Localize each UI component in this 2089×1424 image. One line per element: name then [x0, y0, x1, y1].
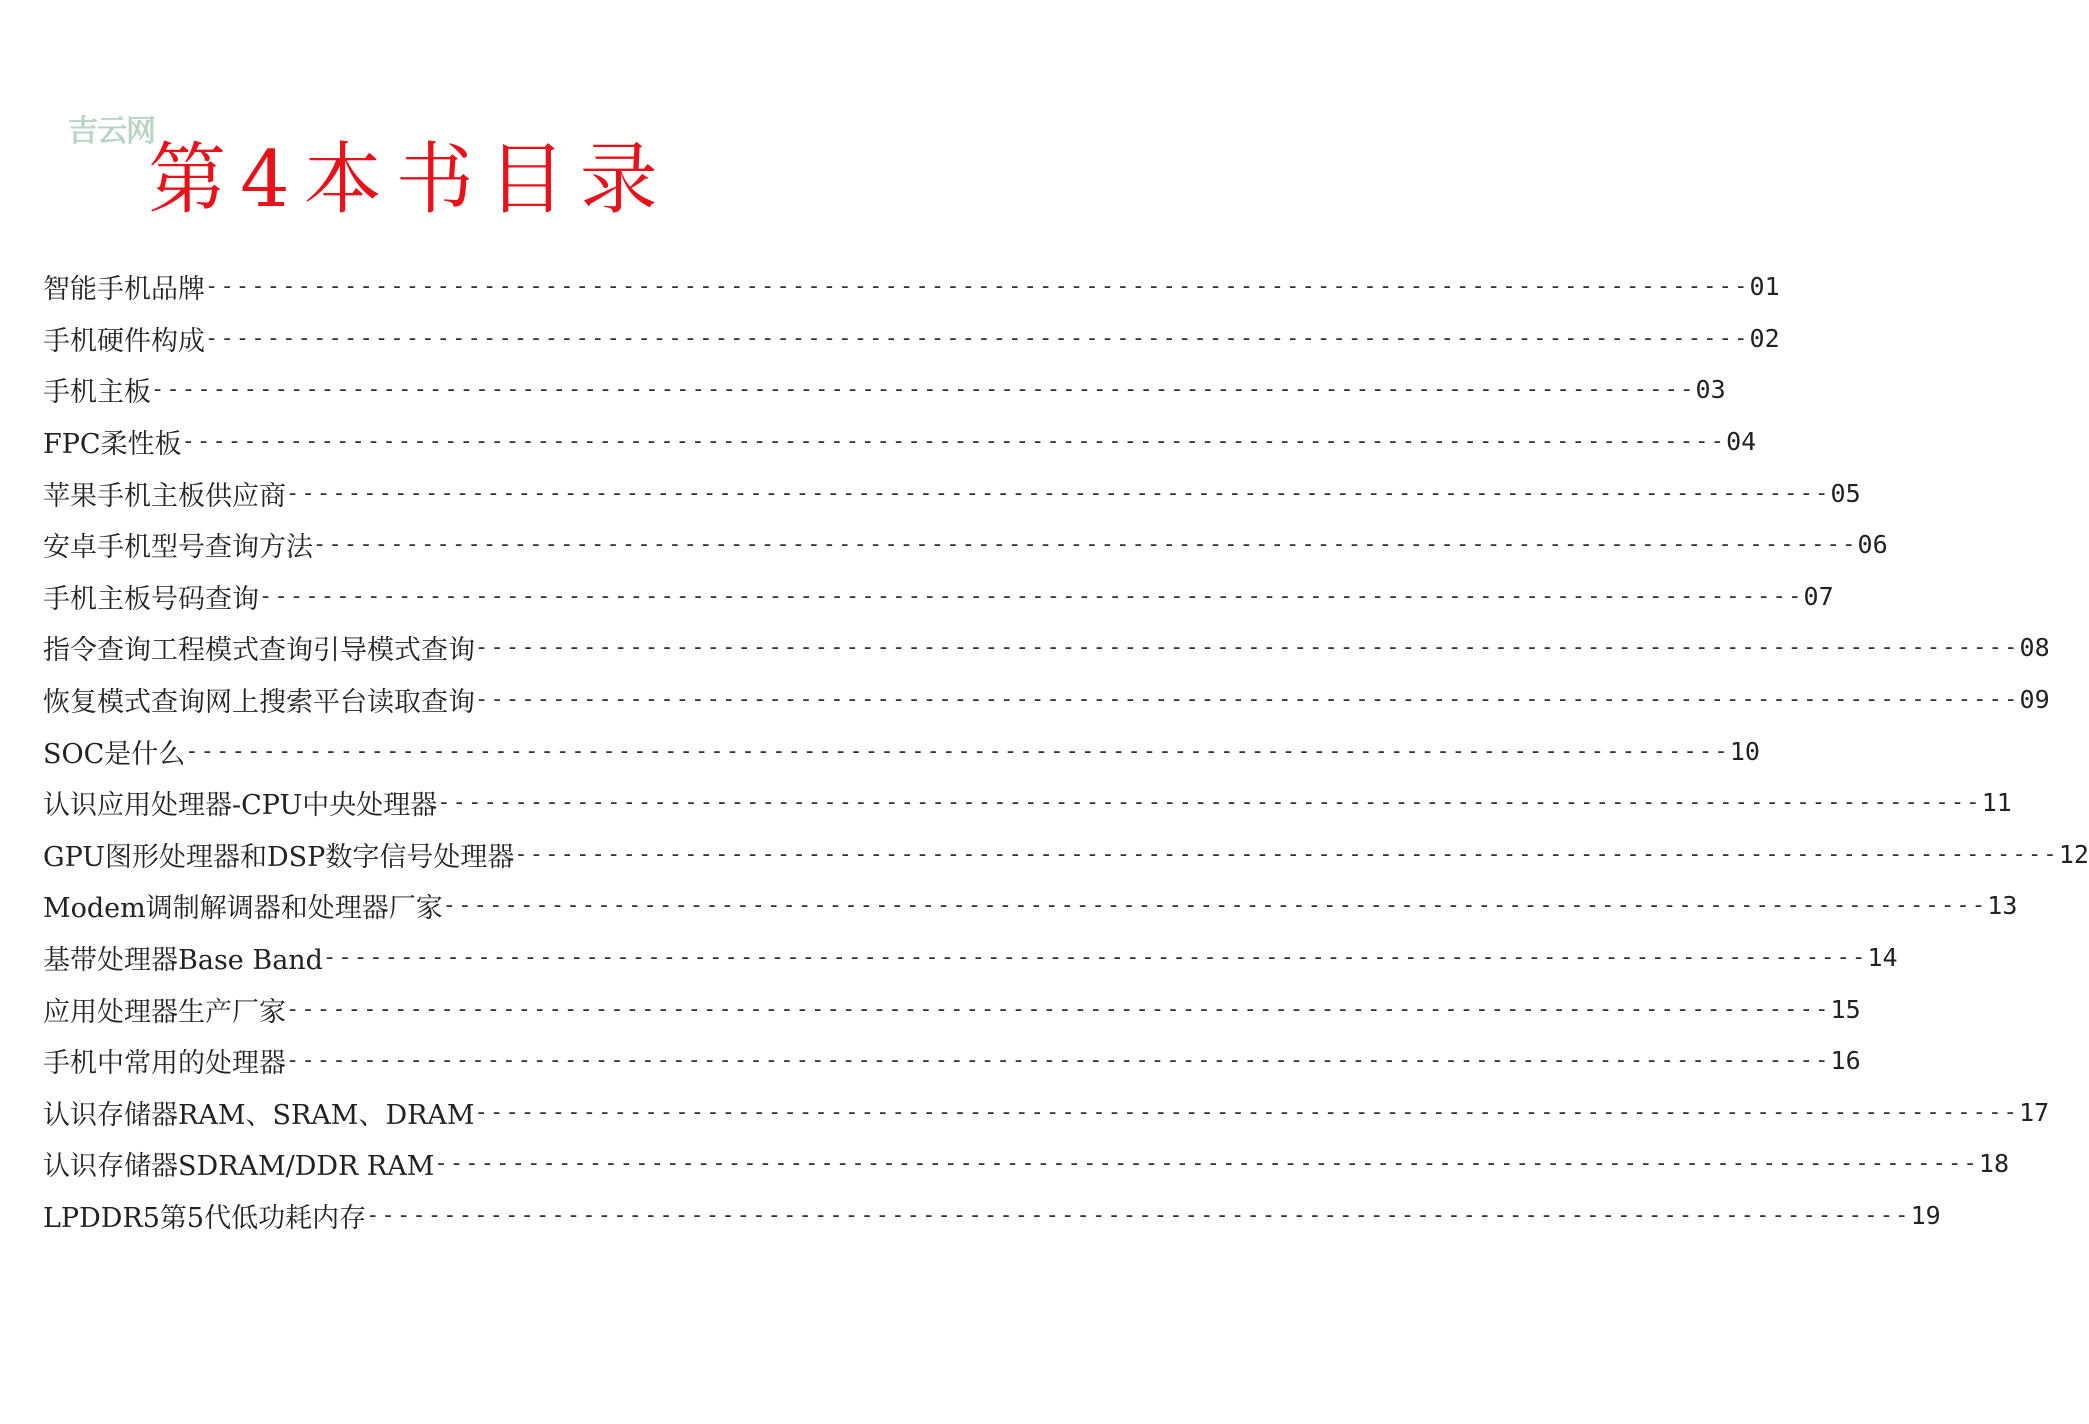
- toc-entry-page: 05: [1830, 478, 1861, 508]
- dot-leader: ----------------------------------------------------------------------------------------------------: [185, 738, 1730, 764]
- toc-entry[interactable]: [43, 519, 1888, 571]
- table-of-contents: [43, 261, 2089, 1241]
- dot-leader: ----------------------------------------------------------------------------------------------------: [286, 1048, 1831, 1074]
- page-title: 第4本书目录: [148, 135, 672, 225]
- toc-entry-title: 应用处理器生产厂家: [43, 996, 286, 1028]
- toc-entry-title: 指令查询工程模式查询引导模式查询: [43, 635, 475, 667]
- toc-entry-page: 06: [1857, 530, 1888, 560]
- toc-entry-page: 08: [2019, 633, 2050, 663]
- toc-entry-page: 17: [2019, 1097, 2050, 1127]
- dot-leader: ----------------------------------------------------------------------------------------------------: [366, 1202, 1911, 1228]
- dot-leader: ----------------------------------------------------------------------------------------------------: [259, 583, 1804, 609]
- toc-entry[interactable]: [43, 1035, 1861, 1087]
- dot-leader: ----------------------------------------------------------------------------------------------------: [286, 480, 1831, 506]
- toc-entry-title: 苹果手机主板供应商: [43, 480, 286, 512]
- dot-leader: ----------------------------------------------------------------------------------------------------: [474, 1099, 2020, 1125]
- toc-entry-page: 04: [1726, 427, 1757, 457]
- toc-entry-page: 07: [1803, 581, 1834, 611]
- toc-entry[interactable]: [43, 725, 1760, 777]
- toc-entry-title: GPU图形处理器和DSP数字信号处理器: [43, 841, 515, 873]
- toc-entry-title: FPC柔性板: [43, 429, 182, 461]
- toc-entry[interactable]: [43, 1087, 2050, 1139]
- toc-entry-page: 14: [1867, 943, 1898, 973]
- toc-entry-title: 手机硬件构成: [43, 325, 205, 357]
- toc-entry-title: LPDDR5第5代低功耗内存: [43, 1202, 367, 1234]
- watermark-logo: 吉云网: [68, 114, 155, 149]
- toc-entry-page: 19: [1910, 1200, 1941, 1230]
- toc-entry-page: 13: [1987, 891, 2018, 921]
- toc-entry-title: SOC是什么: [43, 738, 186, 770]
- toc-entry-title: 安卓手机型号查询方法: [43, 532, 313, 564]
- dot-leader: ----------------------------------------------------------------------------------------------------: [286, 996, 1831, 1022]
- toc-entry[interactable]: [43, 1138, 2010, 1190]
- toc-entry-page: 18: [1978, 1149, 2010, 1179]
- toc-entry-title: Modem调制解调器和处理器厂家: [43, 893, 443, 925]
- dot-leader: ----------------------------------------------------------------------------------------------------: [442, 893, 1988, 919]
- toc-entry[interactable]: [43, 622, 2050, 674]
- toc-entry-page: 15: [1830, 994, 1861, 1024]
- toc-entry[interactable]: [43, 932, 1898, 984]
- toc-entry-page: 11: [1981, 788, 2012, 818]
- toc-entry[interactable]: [43, 674, 2050, 726]
- toc-entry-page: 12: [2058, 839, 2089, 869]
- toc-entry[interactable]: [43, 983, 1861, 1035]
- dot-leader: ----------------------------------------------------------------------------------------------------: [322, 945, 1868, 971]
- toc-entry-title: 认识存储器SDRAM/DDR RAM: [43, 1151, 435, 1183]
- dot-leader: ----------------------------------------------------------------------------------------------------: [475, 687, 2020, 713]
- toc-entry-title: 认识存储器RAM、SRAM、DRAM: [43, 1099, 475, 1131]
- toc-entry-title: 手机中常用的处理器: [43, 1048, 286, 1080]
- toc-entry[interactable]: [43, 571, 1834, 623]
- toc-entry[interactable]: [43, 364, 1726, 416]
- dot-leader: ----------------------------------------------------------------------------------------------------: [181, 429, 1727, 455]
- toc-entry-page: 10: [1729, 736, 1760, 766]
- dot-leader: ----------------------------------------------------------------------------------------------------: [205, 274, 1750, 300]
- toc-entry-title: 基带处理器Base Band: [43, 945, 323, 977]
- toc-entry-page: 16: [1830, 1046, 1861, 1076]
- toc-entry-title: 认识应用处理器-CPU中央处理器: [43, 790, 438, 822]
- toc-entry-page: 09: [2019, 685, 2050, 715]
- dot-leader: ----------------------------------------------------------------------------------------------------: [437, 790, 1982, 816]
- toc-entry[interactable]: [43, 1190, 1941, 1242]
- toc-entry[interactable]: [43, 880, 2018, 932]
- toc-entry-page: 01: [1749, 272, 1780, 302]
- toc-entry[interactable]: [43, 467, 1861, 519]
- toc-entry-title: 手机主板: [43, 377, 151, 409]
- toc-entry[interactable]: [43, 416, 1757, 468]
- toc-entry[interactable]: [43, 777, 2012, 829]
- dot-leader: ----------------------------------------------------------------------------------------------------: [313, 532, 1858, 558]
- toc-entry-page: 03: [1695, 375, 1726, 405]
- dot-leader: ----------------------------------------------------------------------------------------------------: [151, 377, 1696, 403]
- toc-entry[interactable]: [43, 829, 2089, 881]
- toc-entry[interactable]: [43, 313, 1780, 365]
- toc-entry-title: 恢复模式查询网上搜索平台读取查询: [43, 687, 475, 719]
- toc-entry[interactable]: [43, 261, 1780, 313]
- toc-entry-page: 02: [1749, 323, 1780, 353]
- dot-leader: ----------------------------------------------------------------------------------------------------: [514, 841, 2059, 867]
- toc-entry-title: 智能手机品牌: [43, 274, 205, 306]
- toc-entry-title: 手机主板号码查询: [43, 583, 259, 615]
- dot-leader: ----------------------------------------------------------------------------------------------------: [205, 325, 1750, 351]
- dot-leader: ----------------------------------------------------------------------------------------------------: [434, 1151, 1979, 1177]
- dot-leader: ----------------------------------------------------------------------------------------------------: [475, 635, 2020, 661]
